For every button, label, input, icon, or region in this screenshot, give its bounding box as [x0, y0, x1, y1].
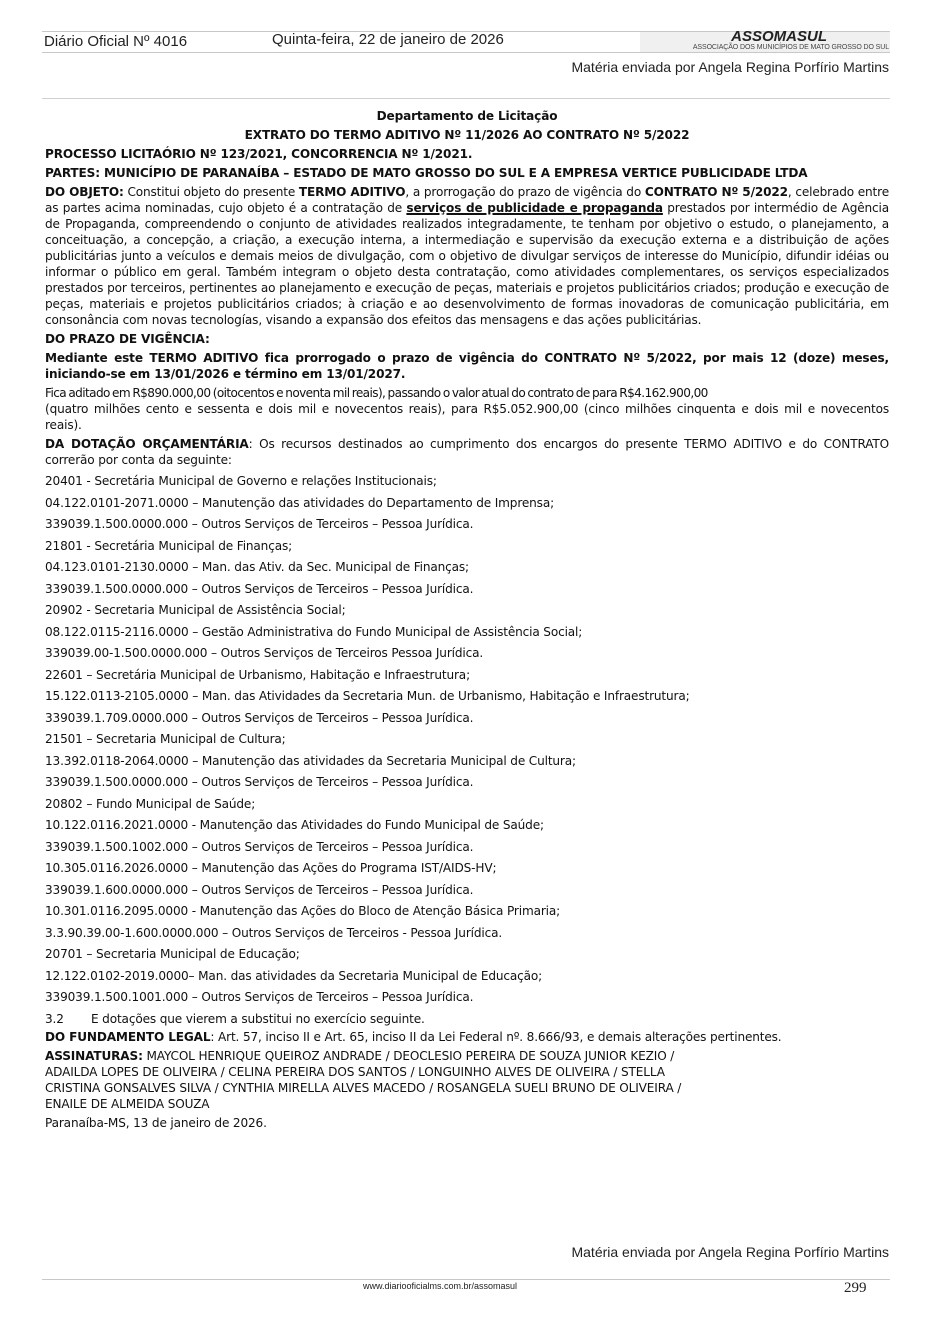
dotacao-line: 339039.1.500.1002.000 – Outros Serviços de Terceiros – Pessoa Jurídica.	[45, 839, 474, 854]
dotacao-list	[45, 471, 889, 1009]
dotacao-line: 04.122.0101-2071.0000 – Manutenção das atividades do Departamento de Imprensa;	[45, 495, 555, 510]
objeto-text-1: Constitui objeto do presente	[123, 185, 299, 199]
assinaturas-line-4: ENAILE DE ALMEIDA SOUZA	[45, 1096, 210, 1111]
process-line: PROCESSO LICITAÓRIO Nº 123/2021, CONCORRENCIA Nº 1/2021.	[45, 147, 473, 161]
objeto-text-4: prestados por intermédio de Agência de Propaganda, compreendendo o conjunto de atividades realizados integradamente, te tenham por objetivo o estudo, o planejamento, a conceituação, a concepção, a criação, a execução interna, a intermediação e supervisão da execução externa e a distribuição de ações publicitárias junto a veículos e demais meios de divulgação, com o objetivo de divulgar serviços de interesse do Município, difundir idéias ou informar o público em geral. Também integram o objeto desta contratação, como atividades complementares, os serviços especializados prestados por terceiros, pertinentes ao planejamento e execução de peças, materiais e projetos publicitários criados; produção e execução de peças, materiais e projetos publicitários criados; à criação e ao desenvolvimento de formas inovadoras de comunicação publicitária, em consonância com novas tecnologías, visando a expansão dos efeitos das mensagens e das ações publicitárias.	[45, 201, 889, 327]
dotacao-line: 21501 – Secretaria Municipal de Cultura;	[45, 732, 286, 746]
dotacao-line: 20401 - Secretária Municipal de Governo e relações Institucionais;	[45, 474, 437, 488]
header-bottom-divider	[42, 52, 890, 53]
dotacao-line: 339039.1.500.0000.000 – Outros Serviços de Terceiros – Pessoa Jurídica.	[45, 775, 474, 789]
footer-divider	[42, 1279, 890, 1280]
item-number: 3.2	[45, 1011, 64, 1026]
dotacao-line: 20902 - Secretaria Municipal de Assistência Social;	[45, 603, 346, 617]
assinaturas-line-1: MAYCOL HENRIQUE QUEIROZ ANDRADE / DEOCLESIO PEREIRA DE SOUZA JUNIOR KEZIO /	[142, 1048, 675, 1063]
dotacao-label: DA DOTAÇÃO ORÇAMENTÁRIA	[45, 437, 249, 451]
dotacao-text: : Os recursos destinados ao cumprimento dos encargos do presente TERMO ADITIVO e do CONTRATO correrão por conta da seguinte:	[45, 437, 889, 467]
logo-subtitle: ASSOCIAÇÃO DOS MUNICÍPIOS DE MATO GROSSO DO SUL	[692, 44, 889, 51]
assinaturas-label: ASSINATURAS:	[45, 1048, 143, 1063]
fundamento-text: : Art. 57, inciso II e Art. 65, inciso II da Lei Federal nº. 8.666/93, e demais alterações pertinentes.	[210, 1029, 782, 1044]
sender-top: Matéria enviada por Angela Regina Porfírio Martins	[571, 59, 889, 75]
dotacao-line: 10.122.0116.2021.0000 - Manutenção das Atividades do Fundo Municipal de Saúde;	[45, 818, 544, 832]
dotacao-line: 339039.1.600.0000.000 – Outros Serviços de Terceiros – Pessoa Jurídica.	[45, 882, 474, 897]
assomasul-logo	[693, 30, 889, 52]
objeto-bold-2: CONTRATO Nº 5/2022	[644, 185, 788, 199]
dotacao-line: 339039.1.500.0000.000 – Outros Serviços de Terceiros – Pessoa Jurídica.	[45, 517, 474, 531]
dotacao-line: 12.122.0102-2019.0000– Man. das atividades da Secretaria Municipal de Educação;	[45, 968, 543, 983]
dotacao-line: 339039.1.500.0000.000 – Outros Serviços de Terceiros – Pessoa Jurídica.	[45, 581, 474, 596]
assinaturas-paragraph	[45, 1048, 889, 1112]
document-body	[45, 108, 889, 1131]
fundamento-paragraph	[45, 1029, 889, 1045]
issue-number: Diário Oficial Nº 4016	[44, 33, 188, 50]
dotacao-line: 15.122.0113-2105.0000 – Man. das Atividades da Secretaria Mun. de Urbanismo, Habitação e Infraestrutura;	[45, 689, 690, 703]
department-heading: Departamento de Licitação	[376, 109, 558, 123]
objeto-text-2: , a prorrogação do prazo de vigência do	[405, 185, 645, 199]
dotacao-line: 21801 - Secretária Municipal de Finanças;	[45, 538, 293, 553]
dotacao-line: 10.301.0116.2095.0000 - Manutenção das Ações do Bloco de Atenção Básica Primaria;	[45, 904, 561, 918]
dotacao-line: 339039.1.709.0000.000 – Outros Serviços de Terceiros – Pessoa Jurídica.	[45, 710, 474, 725]
objeto-paragraph	[45, 184, 889, 328]
prazo-text: Mediante este TERMO ADITIVO fica prorrogado o prazo de vigência do CONTRATO Nº 5/2022, por mais 12 (doze) meses, iniciando-se em 13/01/2026 e término em 13/01/2027.	[45, 351, 889, 381]
logo-name: ASSOMASUL	[731, 28, 827, 45]
prazo-value-line-2: (quatro milhões cento e sessenta e dois mil e novecentos reais), para R$5.052.900,00 (cinco milhões cinquenta e dois mil e novecentos reais).	[45, 402, 889, 432]
dotacao-line: 339039.1.500.1001.000 – Outros Serviços de Terceiros – Pessoa Jurídica.	[45, 990, 474, 1004]
sender-bottom: Matéria enviada por Angela Regina Porfírio Martins	[571, 1244, 889, 1260]
dotacao-line: 22601 – Secretária Municipal de Urbanismo, Habitação e Infraestrutura;	[45, 667, 470, 682]
dotacao-line: 20802 – Fundo Municipal de Saúde;	[45, 796, 256, 811]
dotacao-line: 04.123.0101-2130.0000 – Man. das Ativ. da Sec. Municipal de Finanças;	[45, 560, 469, 574]
assinaturas-line-3: CRISTINA GONSALVES SILVA / CYNTHIA MIRELLA ALVES MACEDO / ROSANGELA SUELI BRUNO DE OLIVEIRA /	[45, 1080, 682, 1095]
page-number: 299	[844, 1280, 867, 1296]
publication-date: Quinta-feira, 22 de janeiro de 2026	[272, 31, 504, 48]
place-date: Paranaíba-MS, 13 de janeiro de 2026.	[45, 1115, 267, 1130]
dotacao-line: 20701 – Secretaria Municipal de Educação;	[45, 947, 300, 961]
fundamento-label: DO FUNDAMENTO LEGAL	[45, 1029, 211, 1044]
dotacao-line: 13.392.0118-2064.0000 – Manutenção das atividades da Secretaria Municipal de Cultura;	[45, 753, 576, 768]
dotacao-line: 3.3.90.39.00-1.600.0000.000 – Outros Serviços de Terceiros - Pessoa Jurídica.	[45, 925, 503, 940]
dotacao-paragraph	[45, 436, 889, 468]
dotacao-line: 10.305.0116.2026.0000 – Manutenção das Ações do Programa IST/AIDS-HV;	[45, 861, 497, 875]
prazo-value-line-1: Fica aditado em R$890.000,00 (oitocentos e noventa mil reais), passando o valor atual do contrato de para R$4.162.900,00	[45, 386, 708, 400]
objeto-text-3: , celebrado entre as partes acima nominadas, cujo objeto é a contratação de	[45, 185, 889, 215]
assinaturas-line-2: ADAILDA LOPES DE OLIVEIRA / CELINA PEREIRA DOS SANTOS / LONGUINHO ALVES DE OLIVEIRA / STELLA	[45, 1064, 665, 1079]
document-title: EXTRATO DO TERMO ADITIVO Nº 11/2026 AO CONTRATO Nº 5/2022	[244, 128, 690, 142]
prazo-heading: DO PRAZO DE VIGÊNCIA:	[45, 332, 210, 346]
dotacao-line: 08.122.0115-2116.0000 – Gestão Administrativa do Fundo Municipal de Assistência Social;	[45, 624, 583, 639]
parties-line: PARTES: MUNICÍPIO DE PARANAÍBA – ESTADO DE MATO GROSSO DO SUL E A EMPRESA VERTICE PUBLICIDADE LTDA	[45, 166, 808, 180]
section-divider	[42, 98, 890, 99]
item-text: E dotações que vierem a substitui no exercício seguinte.	[91, 1011, 425, 1026]
objeto-label: DO OBJETO:	[45, 185, 124, 199]
objeto-underlined: serviços de publicidade e propaganda	[406, 201, 663, 215]
dotacao-line: 339039.00-1.500.0000.000 – Outros Serviços de Terceiros Pessoa Jurídica.	[45, 646, 484, 660]
dotacao-item-3-2	[45, 1009, 889, 1029]
objeto-bold-1: TERMO ADITIVO	[298, 185, 406, 199]
footer-url[interactable]: www.diariooficialms.com.br/assomasul	[363, 1281, 518, 1291]
